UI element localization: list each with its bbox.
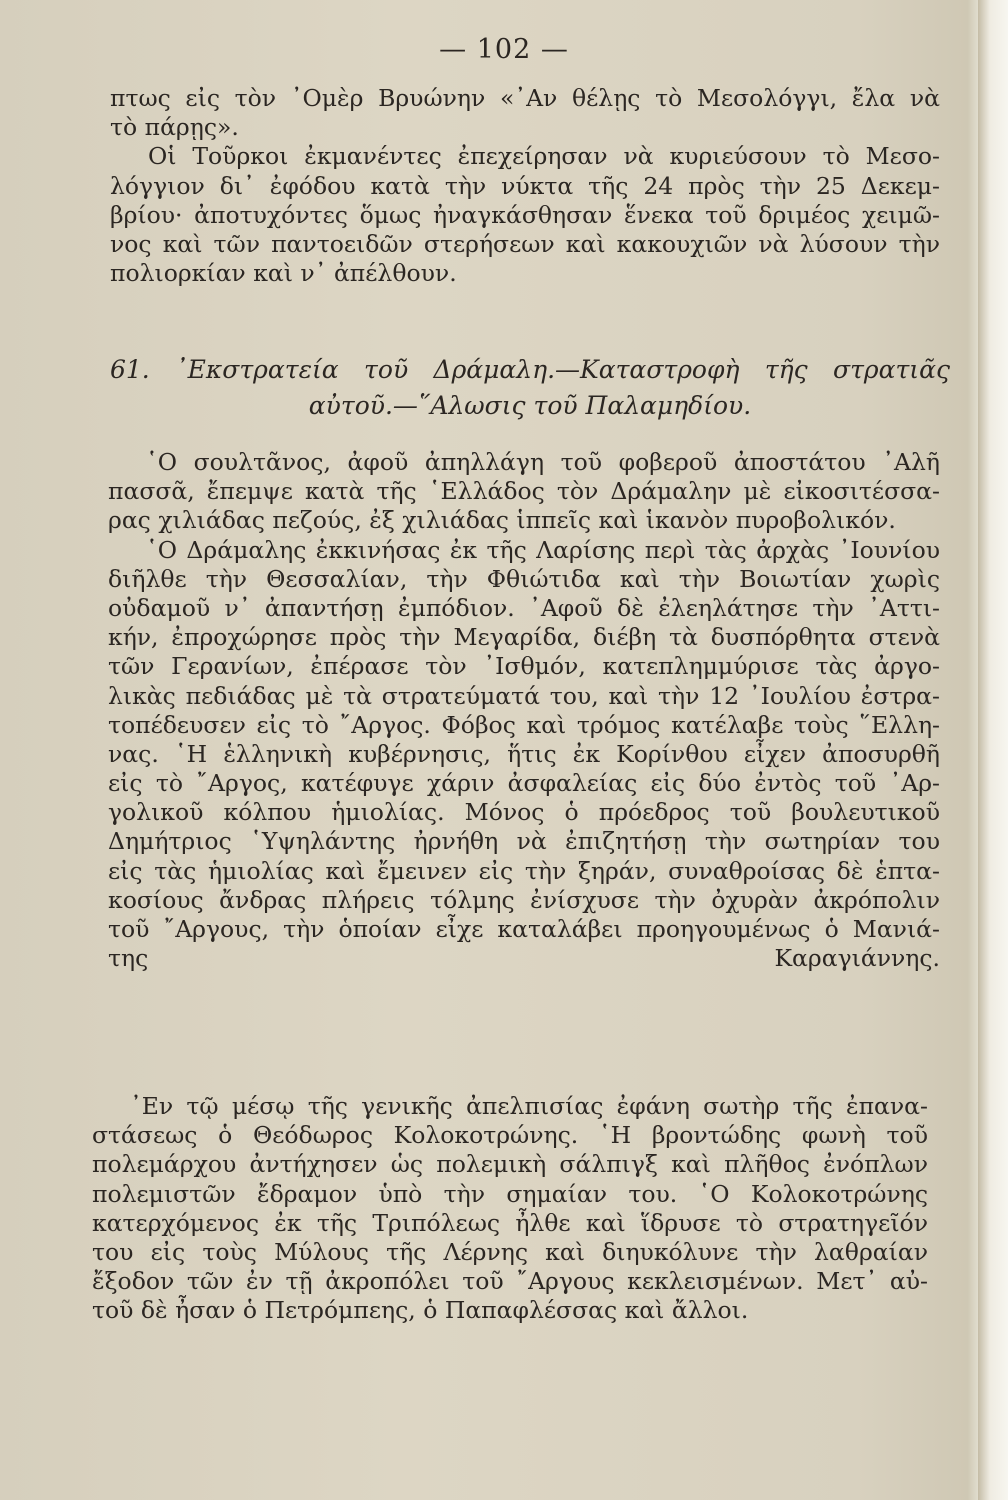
section-heading-line: αὐτοῦ.—῞Αλωσις τοῦ Παλαμηδίου. bbox=[308, 391, 752, 420]
text-line bbox=[108, 973, 940, 1002]
paragraph bbox=[92, 1092, 928, 1326]
paragraph bbox=[110, 142, 940, 288]
paragraph bbox=[108, 448, 940, 536]
text-line: της Καραγιάννης. bbox=[108, 944, 940, 973]
text-line: οὐδαμοῦ ν᾿ ἀπαντήσῃ ἐμπόδιον. ᾿Αφοῦ δὲ ἐλεηλάτησε τὴν ᾿Αττι- bbox=[108, 593, 940, 622]
text-line: πτως εἰς τὸν ᾿Ομὲρ Βρυώνην «᾿Αν θέλῃς τὸ Μεσολόγγι, ἔλα νὰ bbox=[110, 84, 940, 112]
text-line: νος καὶ τῶν παντοειδῶν στερήσεων καὶ κακουχιῶν νὰ λύσουν τὴν bbox=[110, 229, 940, 258]
text-line: ῾Ο σουλτᾶνος, ἀφοῦ ἀπηλλάγη τοῦ φοβεροῦ ἀποστάτου ᾿Αλῆ bbox=[146, 448, 940, 476]
text-line: πολιορκίαν καὶ ν᾿ ἀπέλθουν. bbox=[110, 259, 457, 288]
paragraph bbox=[110, 84, 940, 142]
text-line: λόγγιον δι᾿ ἐφόδου κατὰ τὴν νύκτα τῆς 24 πρὸς τὴν 25 Δεκεμ- bbox=[110, 171, 940, 200]
text-line: πολεμάρχου ἀντήχησεν ὡς πολεμικὴ σάλπιγξ καὶ πλῆθος ἐνόπλων bbox=[92, 1150, 928, 1179]
page-number: — 102 — bbox=[439, 34, 569, 65]
text-line: του εἰς τοὺς Μύλους τῆς Λέρνης καὶ διηυκόλυνε τὴν λαθραίαν bbox=[92, 1237, 928, 1266]
section-text-block bbox=[108, 448, 940, 1003]
text-line: ᾿Εν τῷ μέσῳ τῆς γενικῆς ἀπελπισίας ἐφάνη σωτὴρ τῆς ἐπανα- bbox=[130, 1092, 928, 1120]
text-line: πολεμιστῶν ἔδραμον ὑπὸ τὴν σημαίαν του. ῾Ο Κολοκοτρώνης bbox=[92, 1179, 928, 1208]
text-line: τοῦ ῎Αργους, τὴν ὁποίαν εἶχε καταλάβει προηγουμένως ὁ Μανιά- bbox=[108, 915, 940, 943]
text-line: ῾Ο Δράμαλης ἐκκινήσας ἐκ τῆς Λαρίσης περὶ τὰς ἀρχὰς ᾿Ιουνίου bbox=[146, 535, 940, 564]
text-line: κατερχόμενος ἐκ τῆς Τριπόλεως ἦλθε καὶ ἵδρυσε τὸ στρατηγεῖόν bbox=[92, 1208, 928, 1237]
top-text-block bbox=[110, 84, 940, 288]
text-line: εἰς τὸ ῎Αργος, κατέφυγε χάριν ἀσφαλείας εἰς δύο ἐντὸς τοῦ ᾿Αρ- bbox=[108, 769, 940, 798]
text-line: τοπέδευσεν εἰς τὸ ῎Αργος. Φόβος καὶ τρόμος κατέλαβε τοὺς ῞Ελλη- bbox=[108, 710, 940, 739]
text-line: ἔξοδον τῶν ἐν τῇ ἀκροπόλει τοῦ ῎Αργους κεκλεισμένων. Μετ᾿ αὐ- bbox=[92, 1267, 928, 1296]
section-heading bbox=[110, 352, 950, 424]
text-line: τοῦ δὲ ἦσαν ὁ Πετρόμπεης, ὁ Παπαφλέσσας καὶ ἄλλοι. bbox=[92, 1296, 749, 1325]
text-line: νας. ῾Η ἑλληνικὴ κυβέρνησις, ἥτις ἐκ Κορίνθου εἶχεν ἀποσυρθῆ bbox=[108, 739, 940, 768]
text-line: γολικοῦ κόλπου ἡμιολίας. Μόνος ὁ πρόεδρος τοῦ βουλευτικοῦ bbox=[108, 798, 940, 827]
text-line: κοσίους ἄνδρας πλήρεις τόλμης ἐνίσχυσε τὴν ὀχυρὰν ἀκρόπολιν bbox=[108, 885, 940, 914]
text-line: βρίου· ἀποτυχόντες ὅμως ἠναγκάσθησαν ἕνεκα τοῦ δριμέος χειμῶ- bbox=[110, 200, 940, 229]
text-line: διῆλθε τὴν Θεσσαλίαν, τὴν Φθιώτιδα καὶ τὴν Βοιωτίαν χωρὶς bbox=[108, 564, 940, 593]
text-line: Οἱ Τοῦρκοι ἐκμανέντες ἐπεχείρησαν νὰ κυριεύσουν τὸ Μεσο- bbox=[148, 142, 940, 171]
text-line: κήν, ἐπροχώρησε πρὸς τὴν Μεγαρίδα, διέβη τὰ δυσπόρθητα στενὰ bbox=[108, 623, 940, 652]
text-line: Δημήτριος ῾Υψηλάντης ἠρνήθη νὰ ἐπιζητήσῃ τὴν σωτηρίαν του bbox=[108, 827, 940, 856]
text-line: ρας χιλιάδας πεζούς, ἐξ χιλιάδας ἱππεῖς καὶ ἱκανὸν πυροβολικόν. bbox=[108, 506, 896, 535]
final-text-block bbox=[92, 1092, 928, 1326]
text-line: εἰς τὰς ἡμιολίας καὶ ἔμεινεν εἰς τὴν ξηράν, συναθροίσας δὲ ἑπτα- bbox=[108, 856, 940, 885]
text-line: τῶν Γερανίων, ἐπέρασε τὸν ᾿Ισθμόν, κατεπλημμύρισε τὰς ἀργο- bbox=[108, 652, 940, 681]
text-line: λικὰς πεδιάδας μὲ τὰ στρατεύματά του, καὶ τὴν 12 ᾿Ιουλίου ἐστρα- bbox=[108, 681, 940, 710]
text-line: τὸ πάρῃς». bbox=[110, 113, 239, 142]
text-line: πασσᾶ, ἔπεμψε κατὰ τῆς ῾Ελλάδος τὸν Δράμαλην μὲ εἰκοσιτέσσα- bbox=[108, 477, 940, 506]
section-heading-line: 61. ᾿Εκστρατεία τοῦ Δράμαλη.—Καταστροφὴ τῆς στρατιᾶς bbox=[110, 355, 950, 384]
text-line: στάσεως ὁ Θεόδωρος Κολοκοτρώνης. ῾Η βροντώδης φωνὴ τοῦ bbox=[92, 1121, 928, 1150]
paragraph bbox=[108, 536, 940, 1003]
book-spine-edge bbox=[978, 0, 1008, 1500]
